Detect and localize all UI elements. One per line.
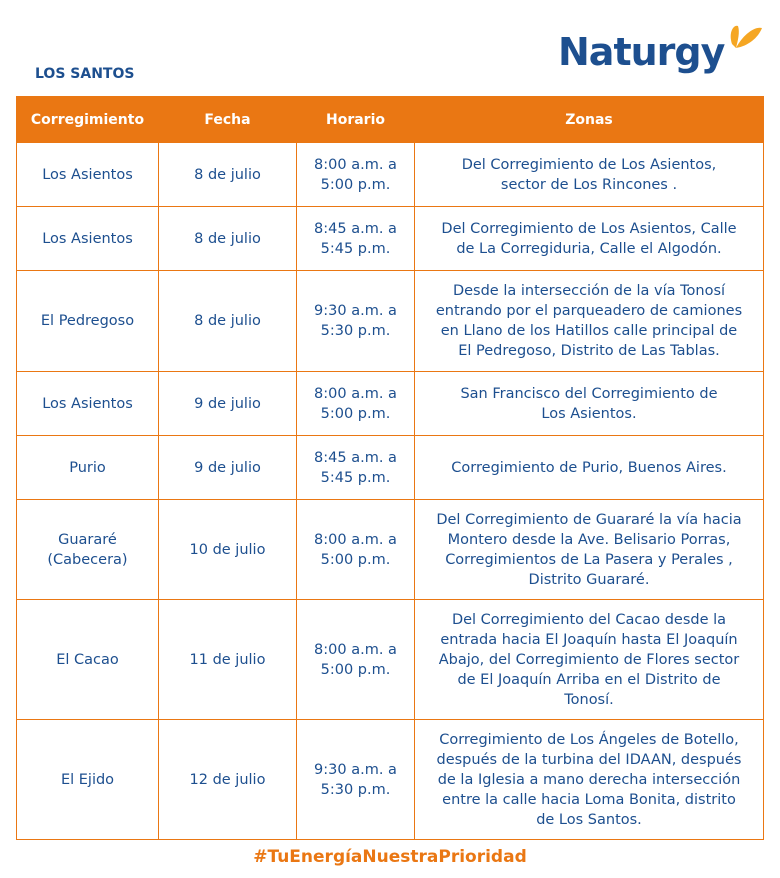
table-header-row [17, 97, 764, 143]
cell-horario: 8:45 a.m. a 5:45 p.m. [297, 207, 415, 271]
cell-horario: 8:00 a.m. a 5:00 p.m. [297, 372, 415, 436]
cell-zonas: Del Corregimiento de Los Asientos, Calle de La Corregiduria, Calle el Algodón. [415, 207, 764, 271]
cell-fecha: 8 de julio [159, 271, 297, 372]
cell-horario: 9:30 a.m. a 5:30 p.m. [297, 720, 415, 840]
cell-fecha: 12 de julio [159, 720, 297, 840]
cell-zonas: San Francisco del Corregimiento de Los Asientos. [415, 372, 764, 436]
cell-corregimiento: Los Asientos [17, 372, 159, 436]
header-fecha: Fecha [159, 97, 297, 143]
cell-horario: 8:00 a.m. a 5:00 p.m. [297, 600, 415, 720]
cell-corregimiento: Los Asientos [17, 207, 159, 271]
table-row [17, 500, 764, 600]
table-row [17, 271, 764, 372]
cell-corregimiento: Purio [17, 436, 159, 500]
header-horario: Horario [297, 97, 415, 143]
cell-zonas: Del Corregimiento de Guararé la vía hacia Montero desde la Ave. Belisario Porras, Corregimientos de La Pasera y Perales , Distrito Guararé. [415, 500, 764, 600]
header-corregimiento: Corregimiento [17, 97, 159, 143]
cell-corregimiento: El Ejido [17, 720, 159, 840]
cell-fecha: 9 de julio [159, 372, 297, 436]
cell-fecha: 8 de julio [159, 207, 297, 271]
cell-horario: 9:30 a.m. a 5:30 p.m. [297, 271, 415, 372]
table-row [17, 372, 764, 436]
region-title: LOS SANTOS [35, 66, 135, 82]
cell-fecha: 9 de julio [159, 436, 297, 500]
schedule-table [16, 96, 764, 840]
cell-zonas: Desde la intersección de la vía Tonosí entrando por el parqueadero de camiones en Llano de los Hatillos calle principal de El Pedregoso, Distrito de Las Tablas. [415, 271, 764, 372]
cell-corregimiento: Los Asientos [17, 143, 159, 207]
table-row [17, 600, 764, 720]
cell-fecha: 10 de julio [159, 500, 297, 600]
table-row [17, 436, 764, 500]
cell-corregimiento: Guararé (Cabecera) [17, 500, 159, 600]
cell-zonas: Corregimiento de Purio, Buenos Aires. [415, 436, 764, 500]
cell-horario: 8:00 a.m. a 5:00 p.m. [297, 143, 415, 207]
cell-corregimiento: El Pedregoso [17, 271, 159, 372]
naturgy-logo [558, 22, 768, 82]
table-row [17, 207, 764, 271]
cell-horario: 8:45 a.m. a 5:45 p.m. [297, 436, 415, 500]
cell-fecha: 8 de julio [159, 143, 297, 207]
butterfly-icon [724, 22, 764, 62]
cell-zonas: Corregimiento de Los Ángeles de Botello, después de la turbina del IDAAN, después de la Iglesia a mano derecha intersección entre la calle hacia Loma Bonita, distrito de Los Santos. [415, 720, 764, 840]
logo-wordmark: Naturgy [558, 30, 725, 74]
cell-fecha: 11 de julio [159, 600, 297, 720]
table-row [17, 720, 764, 840]
cell-zonas: Del Corregimiento del Cacao desde la entrada hacia El Joaquín hasta El Joaquín Abajo, del Corregimiento de Flores sector de El Joaquín Arriba en el Distrito de Tonosí. [415, 600, 764, 720]
table-row [17, 143, 764, 207]
cell-zonas: Del Corregimiento de Los Asientos, sector de Los Rincones . [415, 143, 764, 207]
cell-corregimiento: El Cacao [17, 600, 159, 720]
header-zonas: Zonas [415, 97, 764, 143]
hashtag: #TuEnergíaNuestraPrioridad [253, 847, 527, 867]
cell-horario: 8:00 a.m. a 5:00 p.m. [297, 500, 415, 600]
